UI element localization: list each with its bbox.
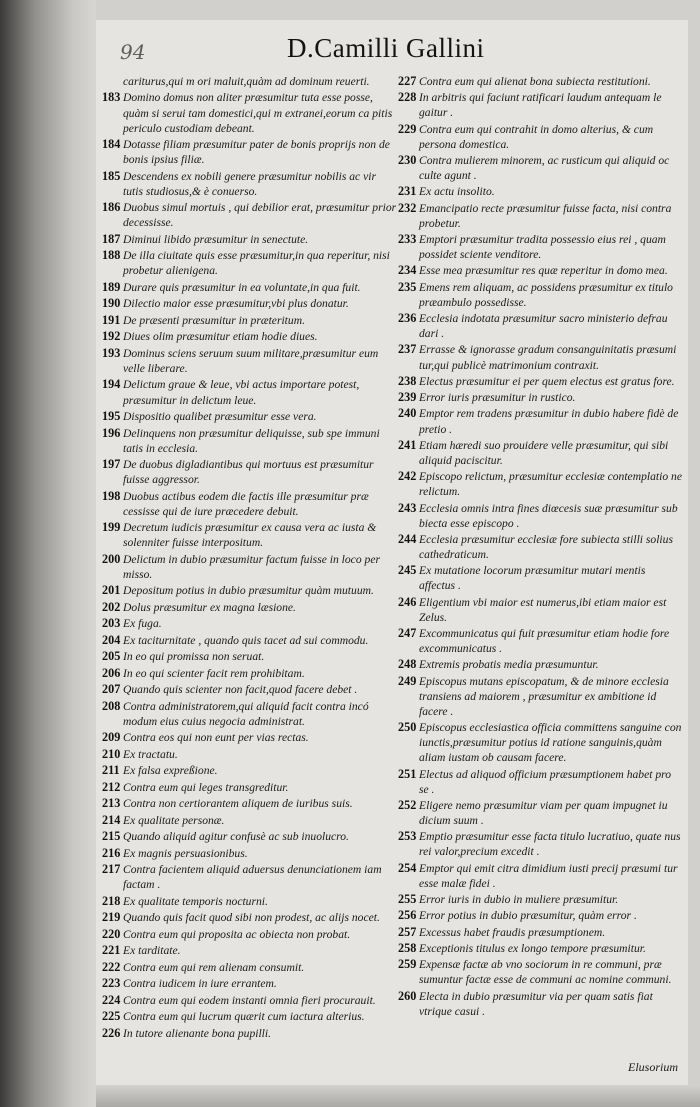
list-item (398, 501, 683, 531)
entry-text: Contra eum qui leges transgreditur. (123, 780, 289, 794)
list-item (398, 941, 683, 956)
list-item (398, 892, 683, 907)
entry-text: Contra eum qui proposita ac obiecta non probat. (123, 927, 351, 941)
entry-number: 187 (102, 231, 121, 246)
entry-text: Diues olim præsumitur etiam hodie diues. (123, 330, 318, 344)
list-item (102, 862, 398, 892)
entry-text: Contra facientem aliquid aduersus denunciationem iam factam . (123, 863, 382, 892)
list-item (398, 532, 683, 562)
list-item (102, 409, 398, 424)
entry-number: 184 (102, 137, 121, 152)
entry-number: 249 (398, 673, 417, 688)
list-item (102, 829, 398, 844)
entry-text: Decretum iudicis præsumitur ex causa vera ac iusta & solenniter fuisse interpositum. (123, 521, 377, 550)
entry-number: 229 (398, 121, 417, 136)
list-item (102, 894, 398, 909)
entry-text: Episcopo relictum, præsumitur ecclesiæ contemplatio ne relictum. (419, 470, 682, 499)
entry-number: 189 (102, 279, 121, 294)
entry-text: Ex tarditate. (123, 944, 181, 958)
entry-number: 213 (102, 796, 121, 811)
entry-text: Esse mea præsumitur res quæ reperitur in domo mea. (419, 264, 668, 278)
list-item (102, 169, 398, 199)
entry-text: Emancipatio recte præsumitur fuisse facta, nisi contra probetur. (419, 201, 672, 230)
entry-text: Durare quis præsumitur in ea voluntate,in qua fuit. (123, 280, 361, 294)
list-item (102, 960, 398, 975)
entry-text: Error potius in dubio præsumitur, quàm error . (419, 909, 637, 923)
entry-number: 237 (398, 342, 417, 357)
entry-number: 260 (398, 988, 417, 1003)
entry-number: 227 (398, 74, 417, 88)
list-item (102, 699, 398, 729)
entry-text: Quando quis facit quod sibi non prodest, ac alijs nocet. (123, 911, 380, 925)
catchword: Elusorium (628, 1060, 679, 1074)
list-item (398, 184, 683, 199)
entry-text: Extremis probatis media præsumuntur. (419, 658, 599, 672)
entry-number: 202 (102, 599, 121, 614)
list-item (398, 280, 683, 310)
entry-text: Ecclesia omnis intra fines diœcesis suæ præsumitur sub biecta esse episcopo . (419, 501, 678, 530)
entry-number: 199 (102, 520, 121, 535)
entry-text: Contra iudicem in iure errantem. (123, 977, 277, 991)
list-item (398, 232, 683, 262)
entry-number: 234 (398, 263, 417, 278)
entry-number: 247 (398, 626, 417, 641)
list-item (102, 846, 398, 861)
entry-number: 206 (102, 665, 121, 680)
list-item (102, 200, 398, 230)
entry-text: Quando quis scienter non facit,quod facere debet . (123, 683, 358, 697)
entry-number: 244 (398, 531, 417, 546)
page-gutter-shadow (0, 0, 96, 1107)
entry-number: 195 (102, 409, 121, 424)
list-item (102, 232, 398, 247)
entry-number: 209 (102, 730, 121, 745)
entry-text: Descendens ex nobili genere præsumitur nobilis ac vir tutis studiosus,& è conuerso. (123, 169, 376, 198)
entry-number: 219 (102, 910, 121, 925)
entry-text: In arbitris qui faciunt ratificari laudum antequam le gaitur . (419, 91, 662, 120)
entry-number: 190 (102, 296, 121, 311)
entry-text: Diminui libido præsumitur in senectute. (123, 232, 309, 246)
entry-number: 255 (398, 892, 417, 907)
entry-number: 218 (102, 893, 121, 908)
entry-number: 204 (102, 632, 121, 647)
list-item (398, 767, 683, 797)
entry-number: 231 (398, 184, 417, 199)
list-item (398, 989, 683, 1019)
list-item (398, 406, 683, 436)
list-item (398, 657, 683, 672)
left-column (102, 74, 398, 1042)
entry-text: Error iuris in dubio in muliere præsumitur. (419, 893, 619, 907)
entry-number: 246 (398, 594, 417, 609)
entry-number: 252 (398, 798, 417, 812)
entry-number: 196 (102, 425, 121, 440)
list-item (102, 377, 398, 407)
entry-text: Ecclesia indotata præsumitur sacro ministerio defrau dari . (419, 312, 668, 341)
entry-number: 186 (102, 200, 121, 215)
entry-number: 257 (398, 924, 417, 939)
entry-number: 205 (102, 649, 121, 664)
entry-number: 222 (102, 959, 121, 974)
list-item (398, 201, 683, 231)
list-item (398, 469, 683, 499)
entry-text: Contra eum qui lucrum quærit cum iactura alterius. (123, 1010, 365, 1024)
right-column (398, 74, 683, 1020)
list-item (102, 426, 398, 456)
entry-number: 230 (398, 153, 417, 168)
entry-text: In eo qui promissa non seruat. (123, 650, 265, 664)
entry-text: Eligentium vbi maior est numerus,ibi etiam maior est Zelus. (419, 595, 667, 624)
entry-text: Domino domus non aliter præsumitur tuta esse posse, quàm si serui tam domestici,qui m extranei,eorum ca pitis periculo custodiam debeant. (123, 91, 393, 135)
entry-number: 254 (398, 860, 417, 875)
list-item (102, 346, 398, 376)
list-item (398, 263, 683, 278)
list-item (102, 489, 398, 519)
entry-number: 217 (102, 862, 121, 877)
list-item (102, 74, 398, 89)
entry-number: 193 (102, 345, 121, 360)
list-item (398, 720, 683, 765)
list-item (398, 311, 683, 341)
list-item (398, 374, 683, 389)
entry-text: Exceptionis titulus ex longo tempore præsumitur. (419, 941, 646, 955)
list-item (102, 1009, 398, 1024)
entry-number: 233 (398, 232, 417, 247)
entry-text: Excommunicatus qui fuit præsumitur etiam hodie fore excommunicatus . (419, 627, 670, 656)
entry-text: Contra eum qui rem alienam consumit. (123, 960, 305, 974)
entry-number: 188 (102, 248, 121, 263)
list-item (398, 861, 683, 891)
entry-number: 223 (102, 976, 121, 991)
entry-text: Episcopus mutans episcopatum, & de minore ecclesia transiens ad maiorem , præsumitur ex ambitione id facere . (419, 674, 669, 718)
list-item (102, 280, 398, 295)
entry-text: Ex falsa expreßione. (123, 764, 218, 778)
list-item (102, 747, 398, 762)
entry-text: Ex tractatu. (123, 747, 178, 761)
list-item (102, 730, 398, 745)
list-item (102, 910, 398, 925)
entry-text: Dispositio qualibet præsumitur esse vera. (123, 410, 317, 424)
entry-number: 232 (398, 200, 417, 215)
entry-number: 228 (398, 90, 417, 105)
entry-number: 210 (102, 746, 121, 761)
entry-text: Error iuris præsumitur in rustico. (419, 391, 576, 405)
entry-number: 214 (102, 812, 121, 827)
entry-number: 191 (102, 312, 121, 327)
list-item (102, 976, 398, 991)
entry-text: Contra non certiorantem aliquem de iuribus suis. (123, 797, 353, 811)
entry-number: 250 (398, 720, 417, 735)
list-item (398, 122, 683, 152)
entry-text: Depositum potius in dubio præsumitur quàm mutuum. (123, 584, 374, 598)
entry-text: Dilectio maior esse præsumitur,vbi plus donatur. (123, 297, 349, 311)
entry-number: 225 (102, 1009, 121, 1024)
entry-number: 259 (398, 957, 417, 972)
entry-number: 211 (102, 763, 120, 778)
list-item (102, 780, 398, 795)
entry-text: Ex magnis persuasionibus. (123, 846, 248, 860)
page-folio-number: 94 (120, 40, 146, 64)
entry-number: 240 (398, 406, 417, 421)
entry-text: De præsenti præsumitur in præteritum. (123, 313, 305, 327)
list-item (398, 798, 683, 828)
entry-number: 248 (398, 657, 417, 672)
entry-number: 241 (398, 437, 417, 452)
entry-text: Ex fuga. (123, 617, 162, 631)
list-item (102, 763, 398, 778)
list-item (102, 633, 398, 648)
list-item (398, 342, 683, 372)
list-item (398, 595, 683, 625)
entry-number: 239 (398, 390, 417, 405)
list-item (398, 674, 683, 719)
entry-text: Dotasse filiam præsumitur pater de bonis proprijs non de bonis ipsius filiæ. (123, 138, 390, 167)
entry-number: 253 (398, 829, 417, 844)
list-item (398, 908, 683, 923)
entry-number: 242 (398, 469, 417, 484)
list-item (102, 600, 398, 615)
entry-text: In tutore alienante bona pupilli. (123, 1026, 272, 1040)
list-item (102, 520, 398, 550)
entry-text: Episcopus ecclesiastica officia committens sanguine con iunctis,præsumitur potius id ratione sanguinis,quàm aliam iustam ob causam facere. (419, 721, 682, 765)
list-item (102, 1026, 398, 1041)
entry-number: 245 (398, 563, 417, 578)
entry-number: 197 (102, 457, 121, 472)
entry-number: 258 (398, 940, 417, 955)
list-item (398, 829, 683, 859)
entry-number: 208 (102, 698, 121, 713)
list-item (102, 137, 398, 167)
list-item (102, 616, 398, 631)
entry-text: Quando aliquid agitur confusè ac sub inuolucro. (123, 830, 349, 844)
list-item (398, 957, 683, 987)
entry-text: Ecclesia præsumitur ecclesiæ fore subiecta stilli solius cathedraticum. (419, 532, 673, 561)
list-item (398, 153, 683, 183)
list-item (102, 796, 398, 811)
list-item (398, 390, 683, 405)
entry-text: Contra administratorem,qui aliquid facit contra incó modum eius cuius negocia administrat. (123, 699, 369, 728)
entry-text: Ex taciturnitate , quando quis tacet ad sui commodu. (123, 633, 369, 647)
entry-text: Delictum graue & leue, vbi actus importare potest, præsumitur in delictum leue. (123, 378, 360, 407)
list-item (102, 457, 398, 487)
entry-number: 192 (102, 329, 121, 344)
entry-text: Contra eos qui non eunt per vias rectas. (123, 731, 309, 745)
entry-number: 251 (398, 766, 417, 781)
entry-text: Dominus sciens seruum suum militare,præsumitur eum velle liberare. (123, 346, 379, 375)
entry-text: Expensæ factæ ab vno sociorum in re communi, præ sumuntur factæ esse de communi ac nomine communi. (419, 958, 672, 987)
list-item (398, 925, 683, 940)
list-item (398, 74, 683, 89)
list-item (398, 90, 683, 120)
entry-text: Excessus habet fraudis præsumptionem. (419, 925, 606, 939)
entry-text: Ex qualitate temporis nocturni. (123, 894, 268, 908)
entry-text: cariturus,qui m ori maluit,quàm ad dominum reuerti. (123, 75, 370, 88)
entry-number: 198 (102, 488, 121, 503)
list-item (102, 666, 398, 681)
list-item (102, 943, 398, 958)
list-item (102, 552, 398, 582)
entry-number: 235 (398, 279, 417, 294)
entry-text: Delinquens non præsumitur deliquisse, sub spe immuni tatis in ecclesia. (123, 426, 380, 455)
entry-number: 207 (102, 682, 121, 697)
list-item (102, 682, 398, 697)
entry-text: Eligere nemo præsumitur viam per quam impugnet iu dicium suum . (419, 799, 668, 828)
list-item (102, 329, 398, 344)
entry-number: 236 (398, 311, 417, 326)
entry-text: De duobus digladiantibus qui mortuus est præsumitur fuisse aggressor. (123, 458, 374, 487)
entry-number: 215 (102, 829, 121, 844)
entry-text: Contra eum qui alienat bona subiecta restitutioni. (419, 75, 651, 88)
list-item (102, 813, 398, 828)
entry-number: 216 (102, 845, 121, 860)
list-item (398, 563, 683, 593)
entry-text: Dolus præsumitur ex magna læsione. (123, 600, 296, 614)
entry-text: Emptor qui emit citra dimidium iusti precij præsumi tur esse malæ fidei . (419, 861, 678, 890)
entry-number: 243 (398, 500, 417, 515)
entry-number: 221 (102, 943, 121, 958)
entry-text: Errasse & ignorasse gradum consanguinitatis præsumi tur,qui publicè matrimonium contraxit. (419, 343, 677, 372)
page-bottom-edge (96, 1085, 700, 1107)
entry-number: 212 (102, 779, 121, 794)
entry-number: 226 (102, 1025, 121, 1040)
entry-text: Emptori præsumitur tradita possessio eius rei , quam possidet sciente venditore. (419, 233, 666, 262)
entry-text: De illa ciuitate quis esse præsumitur,in qua reperitur, nisi probetur alienigena. (123, 249, 390, 278)
entry-text: Electus præsumitur ei per quem electus est gratus fore. (419, 374, 675, 388)
list-item (102, 248, 398, 278)
entry-number: 185 (102, 168, 121, 183)
entry-text: Contra eum qui eodem instanti omnia fieri procurauit. (123, 993, 376, 1007)
entry-number: 183 (102, 90, 121, 105)
list-item (102, 313, 398, 328)
entry-text: Contra mulierem minorem, ac rusticum qui aliquid oc culte agunt . (419, 154, 670, 183)
entry-number: 220 (102, 926, 121, 941)
entry-text: Contra eum qui contrahit in domo alterius, & cum persona domestica. (419, 122, 654, 151)
entry-text: Duobus actibus eodem die factis ille præsumitur præ cessisse qui de iure præcedere debuit. (123, 489, 369, 518)
list-item (398, 438, 683, 468)
entry-text: Ex mutatione locorum præsumitur mutari mentis affectus . (419, 564, 646, 593)
entry-number: 201 (102, 583, 121, 598)
entry-text: In eo qui scienter facit rem prohibitam. (123, 666, 305, 680)
list-item (102, 90, 398, 135)
entry-text: Electus ad aliquod officium præsumptionem habet pro se . (419, 767, 672, 796)
entry-text: Duobus simul mortuis , qui debilior erat, præsumitur prior decessisse. (123, 201, 397, 230)
entry-text: Emptor rem tradens præsumitur in dubio habere fidè de pretio . (419, 407, 679, 436)
entry-text: Ex qualitate personæ. (123, 813, 225, 827)
running-head: D.Camilli Gallini (287, 33, 485, 63)
entry-number: 203 (102, 616, 121, 631)
entry-number: 238 (398, 373, 417, 388)
entry-text: Ex actu insolito. (419, 185, 495, 199)
list-item (102, 993, 398, 1008)
list-item (102, 583, 398, 598)
entry-number: 224 (102, 992, 121, 1007)
list-item (102, 296, 398, 311)
entry-number: 256 (398, 908, 417, 923)
entry-number: 194 (102, 377, 121, 392)
entry-text: Emptio præsumitur esse facta titulo lucratiuo, quate nus rei valor,precium excedit . (419, 830, 681, 859)
entry-text: Etiam hæredi suo prouidere velle præsumitur, qui sibi aliquid paciscitur. (419, 438, 669, 467)
entry-text: Electa in dubio præsumitur via per quam satis fiat vtrique casui . (419, 989, 653, 1018)
entry-text: Emens rem aliquam, ac possidens præsumitur ex titulo præambulo possedisse. (419, 280, 673, 309)
list-item (398, 626, 683, 656)
entry-number: 200 (102, 551, 121, 566)
list-item (102, 927, 398, 942)
entry-text: Delictum in dubio præsumitur factum fuisse in loco per misso. (123, 552, 380, 581)
list-item (102, 649, 398, 664)
